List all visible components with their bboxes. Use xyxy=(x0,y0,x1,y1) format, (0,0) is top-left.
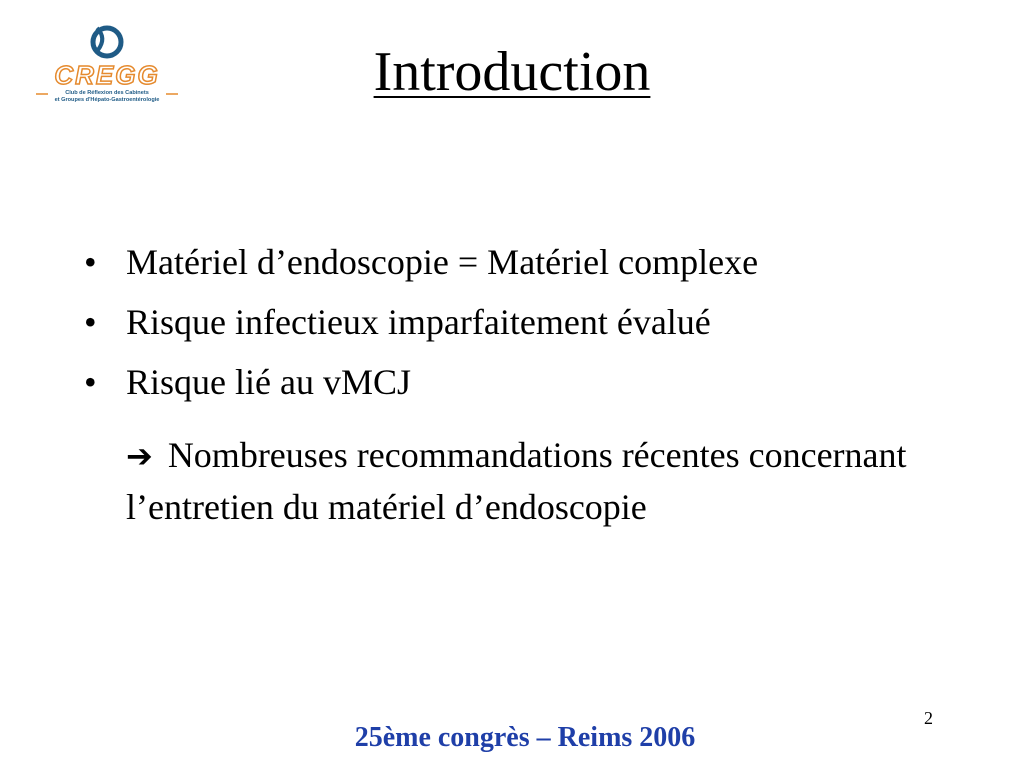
logo-tagline-1: Club de Réflexion des Cabinets xyxy=(65,90,149,96)
bullet-text: Matériel d’endoscopie = Matériel complexe xyxy=(126,242,759,282)
bullet-item xyxy=(84,232,984,292)
bullet-list xyxy=(84,232,984,412)
bullet-item xyxy=(84,292,984,352)
page-number: 2 xyxy=(924,708,933,728)
slide-title: Introduction xyxy=(373,41,651,103)
bullet-text: Risque infectieux imparfaitement évalué xyxy=(126,302,711,342)
conclusion-paragraph xyxy=(126,430,946,533)
bullet-marker: • xyxy=(84,362,97,402)
bullet-item xyxy=(84,352,984,412)
logo-wordmark: CREGG xyxy=(54,60,160,90)
slide-footer: 25ème congrès – Reims 2006 xyxy=(354,722,696,753)
logo-tagline-2: et Groupes d'Hépato-Gastroentérologie xyxy=(54,97,160,103)
bullet-marker: • xyxy=(84,302,97,342)
arrow-right-icon: ➔ xyxy=(126,437,153,475)
bullet-text: Risque lié au vMCJ xyxy=(126,362,411,402)
bullet-marker: • xyxy=(84,242,97,282)
conclusion-text: Nombreuses recommandations récentes concernant l’entretien du matériel d’endoscopie xyxy=(126,435,907,527)
